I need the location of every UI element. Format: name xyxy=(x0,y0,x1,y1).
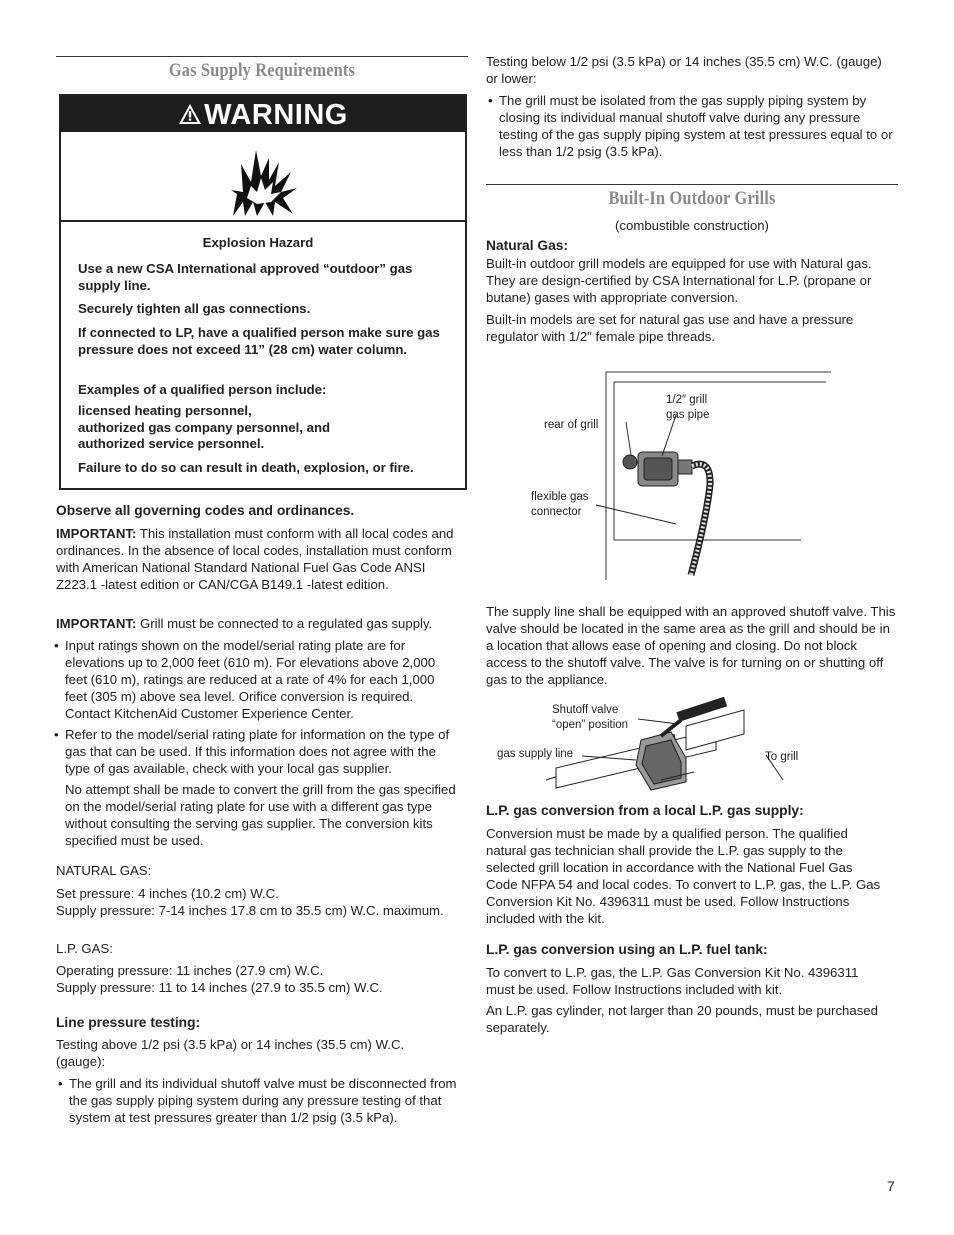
testing-above-bullets xyxy=(56,1075,464,1130)
warning-box xyxy=(59,94,467,490)
lp-tank-heading: L.P. gas conversion using an L.P. fuel tank: xyxy=(486,942,768,957)
right-section-rule xyxy=(486,184,898,185)
natural-set-pressure: Set pressure: 4 inches (10.2 cm) W.C. xyxy=(56,886,279,901)
lp-tank-paragraph-1: To convert to L.P. gas, the L.P. Gas Conversion Kit No. 4396311 must be used. Follow Instructions included with kit. xyxy=(486,965,859,997)
warning-line-4: Examples of a qualified person include: xyxy=(78,382,327,397)
no-attempt-paragraph: No attempt shall be made to convert the grill from the gas specified on the model/serial rating plate for use with a different gas type without consulting the serving gas supplier. The conversion kits specified must be used. xyxy=(65,782,456,848)
warning-title: WARNING xyxy=(204,99,348,131)
label-shutoff-valve-1: Shutoff valve xyxy=(552,704,619,716)
lp-local-paragraph: Conversion must be made by a qualified person. The qualified natural gas technician shall provide the L.P. gas supply to the selected grill location in accordance with the National Fuel Gas Code NFPA 54 and local codes. To convert to L.P. gas, the L.P. Gas Conversion Kit No. 4396311 must be used. Follow Instructions included with the kit. xyxy=(486,826,881,926)
warning-line-3: If connected to LP, have a qualified person make sure gas pressure does not exceed 11” (28 cm) water column. xyxy=(78,325,440,357)
important-label-1: IMPORTANT: xyxy=(56,526,137,541)
label-gas-supply-line: gas supply line xyxy=(497,748,574,760)
bullet-elevation: • Input ratings shown on the model/serial rating plate are for elevations up to 2,000 feet (610 m). For elevations above 2,000 feet (610 m), ratings are reduced at a rate of 4% for each 1,000 feet (305 m) above sea level. Orifice conversion is required. Contact KitchenAid Customer Experience Center. xyxy=(52,637,460,722)
important-paragraph-1 xyxy=(56,525,466,593)
bullet-testing-above: • The grill and its individual shutoff valve must be disconnected from the gas supply piping system during any pressure testing of that system at test pressures greater than 1/2 psig (3.5 kPa). xyxy=(56,1075,464,1126)
shutoff-valve-diagram xyxy=(486,690,806,800)
lp-operating-pressure: Operating pressure: 11 inches (27.9 cm) W.C. xyxy=(56,963,324,978)
combustible-subtitle: (combustible construction) xyxy=(615,218,769,233)
label-flexible-gas-2: connector xyxy=(531,506,582,518)
lp-local-heading: L.P. gas conversion from a local L.P. gas supply: xyxy=(486,803,804,818)
lp-tank-paragraph-2: An L.P. gas cylinder, not larger than 20 pounds, must be purchased separately. xyxy=(486,1003,878,1035)
section-title-built-in: Built-In Outdoor Grills xyxy=(608,188,776,209)
page-number: 7 xyxy=(887,1178,895,1194)
line-pressure-heading: Line pressure testing: xyxy=(56,1015,201,1030)
bullet-testing-below: • The grill must be isolated from the gas supply piping system by closing its individual manual shutoff valve during any pressure testing of the gas supply piping system at test pressures equal to or less than 1/2 psig (3.5 kPa). xyxy=(486,92,894,160)
label-shutoff-valve-2: “open” position xyxy=(552,719,629,731)
observe-heading: Observe all governing codes and ordinances. xyxy=(56,503,355,518)
supply-line-paragraph: The supply line shall be equipped with an approved shutoff valve. This valve should be located in the same area as the grill and should be in a location that allows ease of opening and closing. Do not block access to the shutoff valve. The valve is for turning on or shutting off gas to the appliance. xyxy=(486,604,896,687)
warning-line-1: Use a new CSA International approved “outdoor” gas supply line. xyxy=(78,261,413,293)
natural-supply-pressure: Supply pressure: 7-14 inches 17.8 cm to 35.5 cm) W.C. maximum. xyxy=(56,903,444,918)
label-to-grill: To grill xyxy=(765,751,799,763)
lp-supply-pressure: Supply pressure: 11 to 14 inches (27.9 to 35.5 cm) W.C. xyxy=(56,980,383,995)
testing-below-paragraph: Testing below 1/2 psi (3.5 kPa) or 14 inches (35.5 cm) W.C. (gauge) or lower: xyxy=(486,54,882,86)
testing-below-bullets xyxy=(486,92,894,164)
warning-line-7: authorized service personnel. xyxy=(78,436,265,451)
important-label-2: IMPORTANT: xyxy=(56,616,137,631)
label-flexible-gas-1: flexible gas xyxy=(531,491,589,503)
warning-triangle-icon xyxy=(178,103,202,125)
left-top-rule xyxy=(56,56,468,57)
warning-line-8: Failure to do so can result in death, explosion, or fire. xyxy=(78,460,414,475)
lp-gas-label: L.P. GAS: xyxy=(56,941,113,956)
natural-gas-paragraph-2: Built-in models are set for natural gas use and have a pressure regulator with 1/2″ female pipe threads. xyxy=(486,312,854,344)
warning-line-2: Securely tighten all gas connections. xyxy=(78,301,311,316)
important-text-1: This installation must conform with all local codes and ordinances. In the absence of local codes, installation must conform with American National Standard National Fuel Gas Code ANSI Z223.1 -latest edition or CAN/CGA B149.1 -latest edition. xyxy=(56,526,454,592)
warning-line-5: licensed heating personnel, xyxy=(78,403,252,418)
warning-line-6: authorized gas company personnel, and xyxy=(78,420,331,435)
label-grill-gas-pipe-2: gas pipe xyxy=(666,409,710,421)
section-title-gas-supply: Gas Supply Requirements xyxy=(168,60,356,81)
natural-gas-heading: Natural Gas: xyxy=(486,238,569,253)
explosion-image xyxy=(61,132,465,222)
important-text-2: Grill must be connected to a regulated gas supply. xyxy=(136,616,433,631)
natural-gas-label: NATURAL GAS: xyxy=(56,863,152,878)
hazard-title: Explosion Hazard xyxy=(202,235,314,250)
natural-gas-paragraph-1: Built-in outdoor grill models are equipped for use with Natural gas. They are design-certified by CSA International for L.P. (propane or butane) gases with appropriate conversion. xyxy=(486,256,872,305)
rating-bullets xyxy=(52,637,460,781)
label-grill-gas-pipe-1: 1/2″ grill xyxy=(666,394,708,406)
label-rear-of-grill: rear of grill xyxy=(544,419,599,431)
testing-above-paragraph: Testing above 1/2 psi (3.5 kPa) or 14 inches (35.5 cm) W.C. (gauge): xyxy=(56,1037,405,1069)
explosion-icon xyxy=(61,132,465,220)
important-paragraph-2 xyxy=(56,615,468,632)
warning-header xyxy=(61,96,465,132)
bullet-rating-plate: • Refer to the model/serial rating plate for information on the type of gas that can be used. If this information does not agree with the type of gas available, check with your local gas supplier. xyxy=(52,726,460,777)
